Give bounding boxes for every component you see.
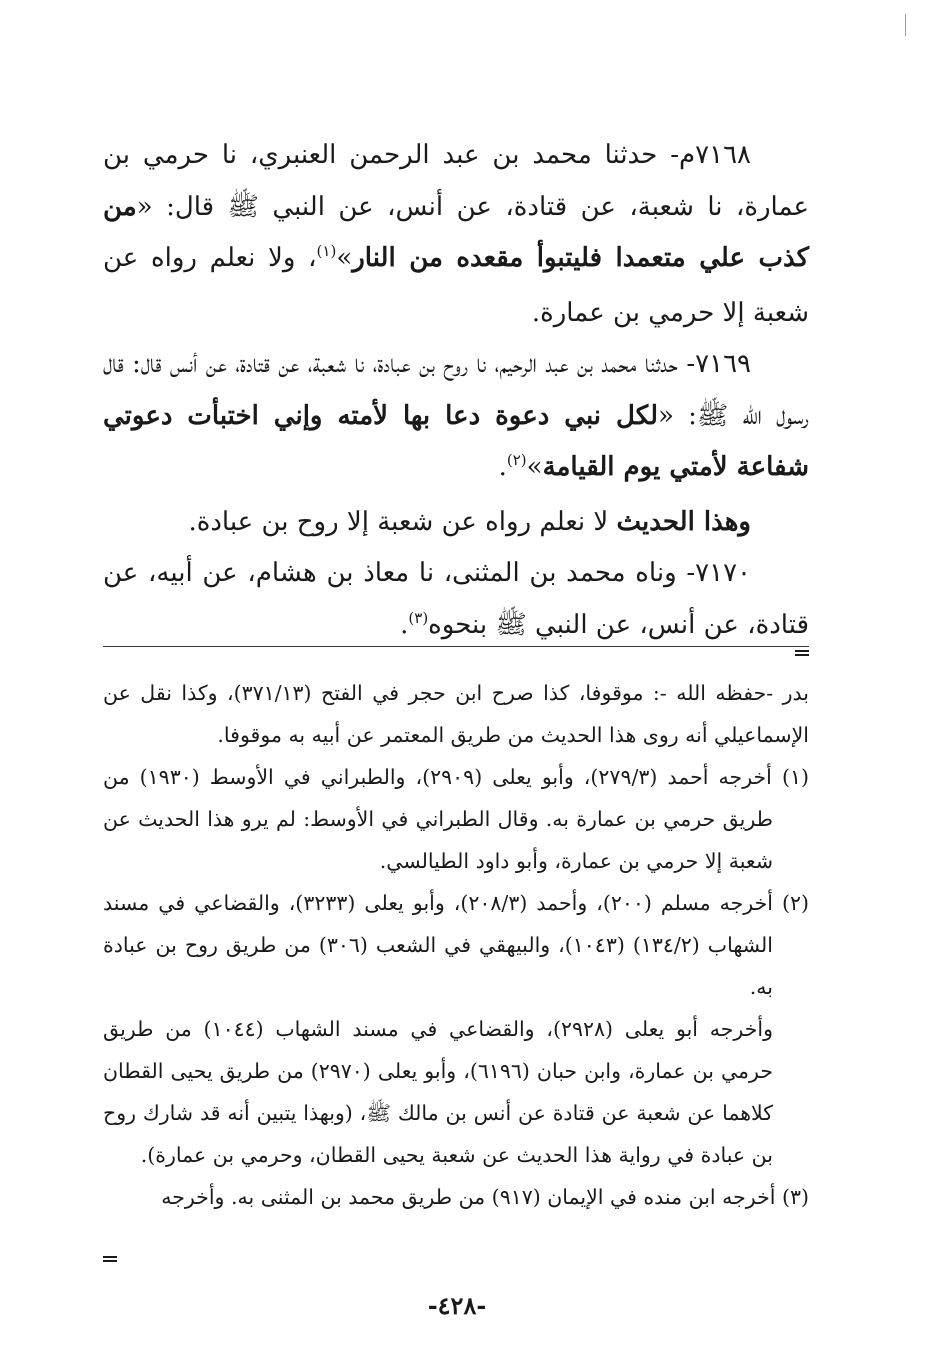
hadith-7169 [103, 339, 809, 497]
page-number: -٤٢٨- [427, 1291, 487, 1320]
footnote-carryover: بدر -حفظه الله -: موقوفا، كذا صرح ابن حجر في الفتح (٣٧١/١٣)، وكذا نقل عن الإسماعيلي أنه روى هذا الحديث من طريق المعتمر عن أبيه به موقوفا. [103, 681, 809, 747]
footnote-3: (٣) أخرجه ابن منده في الإيمان (٩١٧) من طريق محمد بن المثنى به. وأخرجه [161, 1185, 809, 1209]
continuation-mark [103, 1256, 117, 1262]
scan-edge-mark [905, 14, 906, 36]
footnote-2: (٢) أخرجه مسلم (٢٠٠)، وأحمد (٢٠٨/٣)، وأبو يعلى (٣٢٣٣)، والقضاعي في مسند الشهاب (١٣٤/٢) (١٠٤٣)، والبيهقي في الشعب (٣٠٦) من طريق روح بن عبادة به. [103, 891, 809, 999]
hadith-7168-comment: ، ولا نعلم رواه عن شعبة إلا حرمي بن عمارة. [103, 243, 809, 328]
hadith-7169-end: . [498, 452, 507, 482]
hadith-7169-matn: لكل نبي دعوة دعا بها لأمته وإني اختبأت دعوتي شفاعة لأمتي يوم القيامة [103, 400, 809, 482]
hadith-7170-text: ٧١٧٠- وناه محمد بن المثنى، نا معاذ بن هشام، عن أبيه، عن قتادة، عن أنس، عن النبي ﷺ بنحوه [103, 558, 809, 640]
footnote-1: (١) أخرجه أحمد (٢٧٩/٣)، وأبو يعلى (٢٩٠٩)، والطبراني في الأوسط (١٩٣٠) من طريق حرمي بن عمارة به. وقال الطبراني في الأوسط: لم يرو هذا الحديث عن شعبة إلا حرمي بن عمارة، وأبو داود الطيالسي. [103, 765, 809, 873]
hadith-7168 [103, 130, 809, 339]
hadith-7170 [103, 548, 809, 654]
footnote-ref-2: (٢) [506, 451, 527, 469]
hadith-7168-matn: من كذب علي متعمدا فليتبوأ مقعده من النار [103, 191, 809, 273]
hadith-note-text: لا نعلم رواه عن شعبة إلا روح بن عبادة. [188, 506, 617, 537]
quote-close: » [336, 243, 353, 273]
hadith-7170-end: . [400, 609, 409, 640]
main-text [103, 130, 809, 654]
footnotes [103, 672, 809, 1218]
footnote-divider [103, 646, 809, 647]
hadith-7168-isnad: ٧١٦٨م- حدثنا محمد بن عبد الرحمن العنبري، نا حرمي بن عمارة، نا شعبة، عن قتادة، عن أنس، عن النبي ﷺ قال: « [103, 140, 809, 222]
hadith-7169-isnad: ٧١٦٩- حدثنا محمد بن عبد الرحيم، نا روح بن عبادة، نا شعبة، عن قتادة، عن أنس قال: قال رسول الله ﷺ: « [103, 349, 810, 431]
footnote-ref-1: (١) [316, 242, 337, 260]
hadith-note-bold: وهذا الحديث [616, 506, 751, 537]
continuation-mark [795, 650, 809, 656]
footnote-2-continued: وأخرجه أبو يعلى (٢٩٢٨)، والقضاعي في مسند الشهاب (١٠٤٤) من طريق حرمي بن عمارة، وابن حبان (٦١٩٦)، وأبو يعلى (٢٩٧٠) من طريق يحيى القطان كلاهما عن شعبة عن قتادة عن أنس بن مالك ﷺ، (وبهذا يتبين أنه قد شارك روح بن عبادة في رواية هذا الحديث عن شعبة يحيى القطان، وحرمي بن عمارة). [103, 1017, 774, 1167]
footnote-ref-3: (٣) [408, 608, 429, 627]
quote-close: » [526, 452, 543, 482]
hadith-note [103, 497, 809, 549]
